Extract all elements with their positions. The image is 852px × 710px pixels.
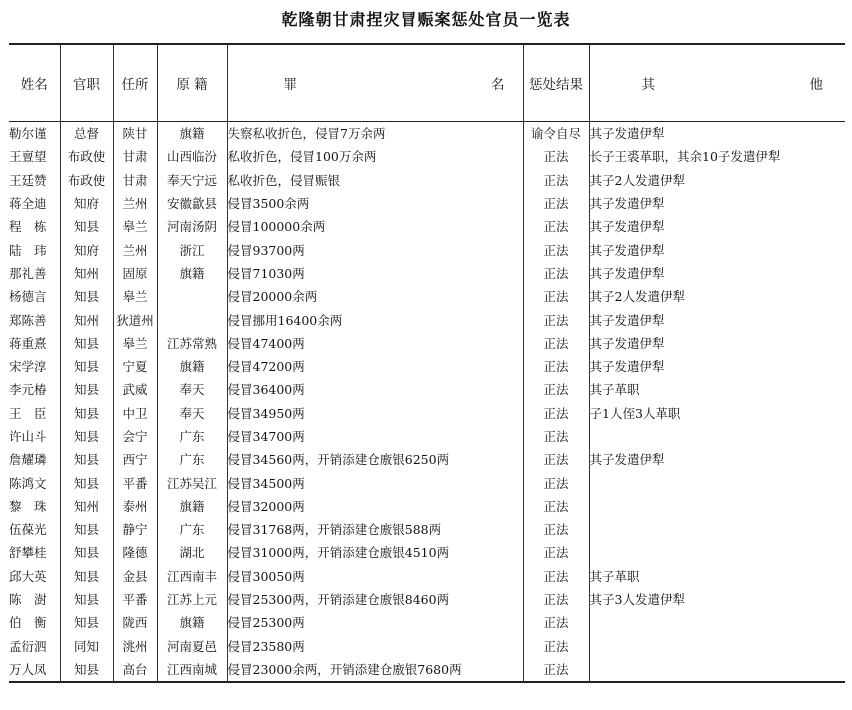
cell-crime: 私收折色，侵冒100万余两 xyxy=(227,145,523,168)
table-row xyxy=(9,425,845,448)
cell-name: 孟衍泗 xyxy=(9,638,47,654)
table-row xyxy=(9,378,845,401)
cell-result: 正法 xyxy=(523,611,589,634)
cell-crime: 侵冒31768两，开销添建仓廒银588两 xyxy=(227,518,523,541)
cell-crime: 失察私收折色，侵冒7万余两 xyxy=(227,122,523,146)
header-other xyxy=(589,44,845,122)
cell-place: 金县 xyxy=(113,565,157,588)
cell-place: 兰州 xyxy=(113,192,157,215)
cell-result: 正法 xyxy=(523,332,589,355)
cell-other xyxy=(589,495,845,518)
cell-origin: 旗籍 xyxy=(157,355,227,378)
header-place: 任所 xyxy=(113,44,157,122)
cell-origin: 广东 xyxy=(157,518,227,541)
cell-origin: 江西南丰 xyxy=(157,565,227,588)
table-row xyxy=(9,122,845,146)
cell-origin xyxy=(157,308,227,331)
cell-result: 正法 xyxy=(523,495,589,518)
cell-name: 李元椿 xyxy=(9,382,47,398)
cell-post: 知县 xyxy=(60,332,113,355)
cell-name: 宋学淳 xyxy=(9,359,47,375)
cell-crime: 侵冒34700两 xyxy=(227,425,523,448)
table-row xyxy=(9,355,845,378)
table-row xyxy=(9,541,845,564)
table-title: 乾隆朝甘肃捏灾冒赈案惩处官员一览表 xyxy=(281,10,571,29)
table-row xyxy=(9,262,845,285)
cell-other: 其子发遣伊犁 xyxy=(589,238,845,261)
cell-origin: 江苏吴江 xyxy=(157,471,227,494)
cell-result: 正法 xyxy=(523,215,589,238)
cell-other xyxy=(589,471,845,494)
cell-origin: 旗籍 xyxy=(157,495,227,518)
cell-crime: 侵冒47200两 xyxy=(227,355,523,378)
cell-place: 平番 xyxy=(113,588,157,611)
cell-result: 正法 xyxy=(523,565,589,588)
cell-place: 宁夏 xyxy=(113,355,157,378)
cell-other xyxy=(589,635,845,658)
table-row xyxy=(9,495,845,518)
table-row xyxy=(9,308,845,331)
cell-crime: 侵冒23000余两，开销添建仓廒银7680两 xyxy=(227,658,523,682)
cell-place: 兰州 xyxy=(113,238,157,261)
cell-other: 其子发遣伊犁 xyxy=(589,332,845,355)
cell-origin: 旗籍 xyxy=(157,262,227,285)
header-post: 官职 xyxy=(60,44,113,122)
cell-post: 知县 xyxy=(60,402,113,425)
cell-origin xyxy=(157,285,227,308)
cell-name: 王亶望 xyxy=(9,149,47,165)
table-row xyxy=(9,402,845,425)
table-row xyxy=(9,518,845,541)
cell-post: 知县 xyxy=(60,448,113,471)
cell-place: 皋兰 xyxy=(113,285,157,308)
cell-result: 正法 xyxy=(523,518,589,541)
header-crime-part1: 罪 xyxy=(283,77,297,93)
cell-result: 正法 xyxy=(523,378,589,401)
table-row xyxy=(9,588,845,611)
cell-crime: 侵冒34950两 xyxy=(227,402,523,425)
cell-post: 知县 xyxy=(60,565,113,588)
cell-post: 知县 xyxy=(60,471,113,494)
table-row xyxy=(9,611,845,634)
cell-place: 固原 xyxy=(113,262,157,285)
cell-post: 知州 xyxy=(60,495,113,518)
cell-result: 正法 xyxy=(523,169,589,192)
cell-origin: 湖北 xyxy=(157,541,227,564)
cell-name: 蒋全迪 xyxy=(9,196,47,212)
cell-place: 高台 xyxy=(113,658,157,682)
cell-post: 知州 xyxy=(60,308,113,331)
cell-post: 知县 xyxy=(60,215,113,238)
cell-origin: 江苏上元 xyxy=(157,588,227,611)
cell-place: 平番 xyxy=(113,471,157,494)
cell-result: 正法 xyxy=(523,541,589,564)
cell-name: 舒攀桂 xyxy=(9,545,47,561)
cell-crime: 侵冒71030两 xyxy=(227,262,523,285)
cell-result: 正法 xyxy=(523,355,589,378)
cell-name: 许山斗 xyxy=(9,429,47,444)
table-row xyxy=(9,169,845,192)
cell-name: 王廷赞 xyxy=(9,172,47,188)
header-other-part2: 他 xyxy=(809,77,823,93)
cell-crime: 侵冒20000余两 xyxy=(227,285,523,308)
cell-name: 陆 玮 xyxy=(9,242,47,258)
cell-post: 总督 xyxy=(60,122,113,146)
cell-origin: 广东 xyxy=(157,448,227,471)
cell-origin: 奉天 xyxy=(157,378,227,401)
cell-crime: 侵冒25300两 xyxy=(227,611,523,634)
cell-post: 布政使 xyxy=(60,145,113,168)
cell-post: 知县 xyxy=(60,588,113,611)
cell-origin: 河南汤阴 xyxy=(157,215,227,238)
cell-origin: 奉天宁远 xyxy=(157,169,227,192)
cell-name: 勒尔谨 xyxy=(9,126,47,142)
cell-result: 正法 xyxy=(523,658,589,682)
cell-result: 正法 xyxy=(523,402,589,425)
cell-result: 正法 xyxy=(523,425,589,448)
cell-other: 子1人侄3人革职 xyxy=(589,402,845,425)
cell-origin: 旗籍 xyxy=(157,122,227,146)
cell-name: 黎 珠 xyxy=(9,498,47,514)
cell-other: 其子发遣伊犁 xyxy=(589,215,845,238)
header-name: 姓名 xyxy=(9,44,60,122)
cell-post: 知县 xyxy=(60,658,113,682)
cell-other: 其子革职 xyxy=(589,565,845,588)
cell-origin: 河南夏邑 xyxy=(157,635,227,658)
cell-result: 谕令自尽 xyxy=(523,122,589,146)
cell-origin: 奉天 xyxy=(157,402,227,425)
cell-place: 陕甘 xyxy=(113,122,157,146)
header-row xyxy=(9,44,845,122)
cell-place: 狄道州 xyxy=(113,308,157,331)
cell-place: 隆德 xyxy=(113,541,157,564)
cell-result: 正法 xyxy=(523,238,589,261)
cell-result: 正法 xyxy=(523,145,589,168)
cell-result: 正法 xyxy=(523,192,589,215)
cell-other xyxy=(589,611,845,634)
cell-other xyxy=(589,658,845,682)
cell-name: 陈 澍 xyxy=(9,592,47,608)
header-crime xyxy=(227,44,523,122)
cell-place: 西宁 xyxy=(113,448,157,471)
cell-other: 其子发遣伊犁 xyxy=(589,448,845,471)
cell-crime: 侵冒3500余两 xyxy=(227,192,523,215)
cell-other: 其子3人发遣伊犁 xyxy=(589,588,845,611)
cell-place: 陇西 xyxy=(113,611,157,634)
cell-post: 知县 xyxy=(60,355,113,378)
cell-result: 正法 xyxy=(523,262,589,285)
cell-crime: 侵冒34500两 xyxy=(227,471,523,494)
cell-place: 甘肃 xyxy=(113,145,157,168)
cell-other xyxy=(589,425,845,448)
cell-result: 正法 xyxy=(523,448,589,471)
cell-place: 泰州 xyxy=(113,495,157,518)
header-result: 惩处结果 xyxy=(523,44,589,122)
cell-place: 会宁 xyxy=(113,425,157,448)
table-row xyxy=(9,215,845,238)
cell-origin: 浙江 xyxy=(157,238,227,261)
cell-name: 万人凤 xyxy=(9,661,47,677)
cell-place: 甘肃 xyxy=(113,169,157,192)
cell-post: 知县 xyxy=(60,285,113,308)
cell-crime: 侵冒47400两 xyxy=(227,332,523,355)
table-row xyxy=(9,285,845,308)
cell-origin: 旗籍 xyxy=(157,611,227,634)
cell-result: 正法 xyxy=(523,635,589,658)
cell-crime: 侵冒23580两 xyxy=(227,635,523,658)
cell-other: 其子革职 xyxy=(589,378,845,401)
table-row xyxy=(9,565,845,588)
table-row xyxy=(9,332,845,355)
cell-result: 正法 xyxy=(523,285,589,308)
cell-other: 长子王裘革职，其余10子发遣伊犁 xyxy=(589,145,845,168)
cell-crime: 侵冒34560两，开销添建仓廒银6250两 xyxy=(227,448,523,471)
officials-table xyxy=(9,43,845,683)
cell-other: 其子发遣伊犁 xyxy=(589,355,845,378)
cell-crime: 侵冒93700两 xyxy=(227,238,523,261)
cell-post: 布政使 xyxy=(60,169,113,192)
cell-name: 陈鸿文 xyxy=(9,475,47,491)
cell-crime: 侵冒25300两，开销添建仓廒银8460两 xyxy=(227,588,523,611)
cell-name: 程 栋 xyxy=(9,219,47,235)
cell-other: 其子2人发遣伊犁 xyxy=(589,169,845,192)
cell-post: 知州 xyxy=(60,262,113,285)
cell-post: 知县 xyxy=(60,541,113,564)
cell-other: 其子发遣伊犁 xyxy=(589,308,845,331)
cell-post: 同知 xyxy=(60,635,113,658)
cell-place: 皋兰 xyxy=(113,332,157,355)
cell-name: 那礼善 xyxy=(9,265,47,281)
cell-other: 其子发遣伊犁 xyxy=(589,122,845,146)
table-row xyxy=(9,192,845,215)
cell-other xyxy=(589,541,845,564)
header-other-part1: 其 xyxy=(641,77,655,93)
cell-place: 武威 xyxy=(113,378,157,401)
table-row xyxy=(9,658,845,682)
cell-crime: 侵冒30050两 xyxy=(227,565,523,588)
cell-crime: 侵冒36400两 xyxy=(227,378,523,401)
cell-origin: 江西南城 xyxy=(157,658,227,682)
cell-post: 知县 xyxy=(60,378,113,401)
cell-post: 知府 xyxy=(60,192,113,215)
cell-crime: 私收折色，侵冒赈银 xyxy=(227,169,523,192)
cell-crime: 侵冒100000余两 xyxy=(227,215,523,238)
table-row xyxy=(9,448,845,471)
cell-other xyxy=(589,518,845,541)
cell-other: 其子发遣伊犁 xyxy=(589,192,845,215)
cell-crime: 侵冒31000两，开销添建仓廒银4510两 xyxy=(227,541,523,564)
cell-name: 伯 衡 xyxy=(9,615,47,631)
table-row xyxy=(9,635,845,658)
cell-place: 静宁 xyxy=(113,518,157,541)
table-row xyxy=(9,145,845,168)
cell-name: 邱大英 xyxy=(9,568,47,584)
cell-place: 皋兰 xyxy=(113,215,157,238)
cell-result: 正法 xyxy=(523,308,589,331)
cell-crime: 侵冒挪用16400余两 xyxy=(227,308,523,331)
cell-name: 詹耀璘 xyxy=(9,452,47,468)
cell-name: 王 臣 xyxy=(9,405,47,421)
cell-name: 蒋重熹 xyxy=(9,335,47,351)
header-origin: 原 籍 xyxy=(157,44,227,122)
table-row xyxy=(9,238,845,261)
table-row xyxy=(9,471,845,494)
cell-origin: 江苏常熟 xyxy=(157,332,227,355)
cell-place: 中卫 xyxy=(113,402,157,425)
cell-name: 杨德言 xyxy=(9,289,47,305)
cell-post: 知府 xyxy=(60,238,113,261)
cell-post: 知县 xyxy=(60,611,113,634)
cell-result: 正法 xyxy=(523,588,589,611)
cell-name: 郑陈善 xyxy=(9,312,47,328)
cell-origin: 山西临汾 xyxy=(157,145,227,168)
cell-other: 其子发遣伊犁 xyxy=(589,262,845,285)
cell-other: 其子2人发遣伊犁 xyxy=(589,285,845,308)
header-crime-part2: 名 xyxy=(491,77,505,93)
cell-name: 伍葆光 xyxy=(9,522,47,538)
cell-origin: 广东 xyxy=(157,425,227,448)
cell-origin: 安徽歙县 xyxy=(157,192,227,215)
cell-post: 知县 xyxy=(60,518,113,541)
cell-crime: 侵冒32000两 xyxy=(227,495,523,518)
cell-result: 正法 xyxy=(523,471,589,494)
cell-place: 洮州 xyxy=(113,635,157,658)
cell-post: 知县 xyxy=(60,425,113,448)
